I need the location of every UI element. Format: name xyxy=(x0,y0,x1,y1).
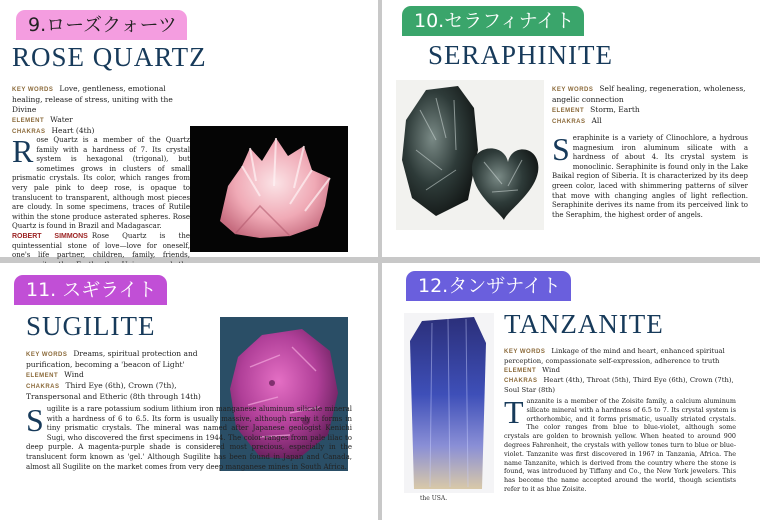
body-tanzanite xyxy=(504,394,736,495)
body-seraphinite xyxy=(552,131,748,234)
key-words-label: KEY WORDS xyxy=(552,87,594,93)
key-words-row xyxy=(12,84,192,115)
key-words-value: Self healing, regeneration, wholeness, angelic connection xyxy=(552,84,746,104)
chakras-value: Heart (4th) xyxy=(51,126,95,135)
drop-cap: R xyxy=(12,133,34,169)
element-value: Storm, Earth xyxy=(590,105,640,114)
title-tanzanite: TANZANITE xyxy=(504,309,664,339)
chakras-label: CHAKRAS xyxy=(552,119,586,125)
seraphinite-photo xyxy=(396,80,544,230)
chakras-row xyxy=(26,381,216,402)
element-label: ELEMENT xyxy=(12,118,45,124)
body-sugilite xyxy=(26,402,352,515)
element-label: ELEMENT xyxy=(504,368,537,374)
author-text: Rose Quartz is the quintessential stone of love—love for oneself, one's life partner, children, family, friends, xyxy=(12,231,190,260)
meta-tanzanite xyxy=(504,347,740,395)
tag-rose-quartz: 9.ローズクォーツ xyxy=(16,10,187,40)
title-seraphinite: SERAPHINITE xyxy=(428,40,613,70)
chakras-value: Third Eye (6th), Crown (7th), Transpersonal and Etheric (8th through 14th) xyxy=(26,381,201,401)
element-row xyxy=(504,366,740,376)
title-sugilite: SUGILITE xyxy=(26,311,156,341)
key-words-row xyxy=(504,347,740,366)
body-text: ugilite is a rare potassium sodium lithium iron manganese aluminum silicate mineral with a hardness of 6 to 6.5. Its form is usually massive, although rarely it forms in tiny prismatic crystals. The mineral was named after Japanese geologist Kenichi Sugi, who discovered the first specimens in 1944. The color ranges from pale lilac to deep purple. A magenta-purple shade is considered most precious, especially in the translucent form known as 'gel.' Although Sugilite has been found in Japan and Canada, almost all Sugilite on the market comes from very deep manganese mines in South Africa. xyxy=(26,405,352,471)
chakras-row xyxy=(552,116,748,127)
key-words-label: KEY WORDS xyxy=(12,87,54,93)
element-label: ELEMENT xyxy=(26,373,59,379)
key-words-value: Dreams, spiritual protection and purification, becoming a 'beacon of Light' xyxy=(26,349,198,369)
rose-quartz-photo xyxy=(190,126,348,252)
chakras-label: CHAKRAS xyxy=(12,129,46,135)
meta-sugilite xyxy=(26,349,216,402)
element-row xyxy=(12,115,192,126)
chakras-label: CHAKRAS xyxy=(504,378,538,384)
tag-seraphinite: 10.セラフィナイト xyxy=(402,6,584,36)
body-text: ose Quartz is a member of the Quartz family with a hardness of 7. Its crystal system is hexagonal (trigonal), but sometimes grows in clusters of small prismatic crystals. Its color, which ranges from very pale pink to deep rose, is opaque to translucent to transparent, although most pieces are cloudy. In some specimens, traces of Rutile within the stone produce asterated spheres. Rose Quartz is found in Brazil and Madagascar. xyxy=(12,136,190,231)
panel-sugilite xyxy=(0,263,378,520)
key-words-label: KEY WORDS xyxy=(26,352,68,358)
body-text: anzanite is a member of the Zoisite family, a calcium aluminum silicate mineral with a hardness of 6.5 to 7. Its crystal system is orthorhombic, and it forms prismatic, usually striated crystals. The color ranges from blue to blue-violet, although some crystals are golden to brownish yellow. When heated to around 900 degrees Fahrenheit, the crystals with yellow tones turn to blue or blue-violet. Tanzanite was first discovered in 1967 in Tanzania, Africa. The name Tanzanite, which is derived from the country where the stone is found, was introduced by Tiffany and Co., the New York jewelers. This has become the name accepted around the world, though scientists refer to it as blue Zoisite. xyxy=(504,397,736,493)
meta-seraphinite xyxy=(552,84,748,127)
key-words-row xyxy=(26,349,216,370)
chakras-value: All xyxy=(591,116,602,125)
panel-seraphinite xyxy=(382,0,760,257)
element-value: Wind xyxy=(542,366,560,374)
key-words-label: KEY WORDS xyxy=(504,349,546,355)
body-rose-quartz xyxy=(12,133,190,260)
drop-cap: S xyxy=(26,402,44,438)
author-label: ROBERT SIMMONS xyxy=(12,232,88,240)
key-words-value: Linkage of the mind and heart, enhanced spiritual perception, compassionate self-expression, adherence to truth xyxy=(504,347,725,365)
drop-cap: S xyxy=(552,131,570,167)
element-value: Water xyxy=(50,115,73,124)
element-row xyxy=(26,370,216,381)
tanzanite-photo xyxy=(404,313,494,493)
body-text: eraphinite is a variety of Clinochlore, a hydrous magnesium iron aluminum silicate with a hardness of about 4. Its crystal system is monoclinic. Seraphinite is found only in the Lake Baikal region of Siberia. It is characterized by its deep green color, laced with shimmering patterns of silver that move with changing angles of light reflection. Seraphinite derives its name from its perceived link to the Seraphim, the highest order of angels. xyxy=(552,134,748,219)
element-label: ELEMENT xyxy=(552,108,585,114)
chakras-row xyxy=(504,376,740,395)
tag-tanzanite: 12.タンザナイト xyxy=(406,271,571,301)
element-value: Wind xyxy=(64,370,84,379)
footer-note: the USA. xyxy=(420,495,448,502)
panel-tanzanite xyxy=(382,263,760,520)
tag-sugilite: 11. スギライト xyxy=(14,275,167,305)
chakras-label: CHAKRAS xyxy=(26,384,60,390)
chakras-value: Heart (4th), Throat (5th), Third Eye (6th), Crown (7th), Soul Star (8th) xyxy=(504,376,734,394)
meta-rose-quartz xyxy=(12,84,192,137)
drop-cap: T xyxy=(504,394,524,430)
title-rose-quartz: ROSE QUARTZ xyxy=(12,42,207,72)
element-row xyxy=(552,105,748,116)
panel-rose-quartz xyxy=(0,0,378,260)
key-words-row xyxy=(552,84,748,105)
key-words-value: Love, gentleness, emotional healing, release of stress, uniting with the Divine xyxy=(12,84,173,114)
